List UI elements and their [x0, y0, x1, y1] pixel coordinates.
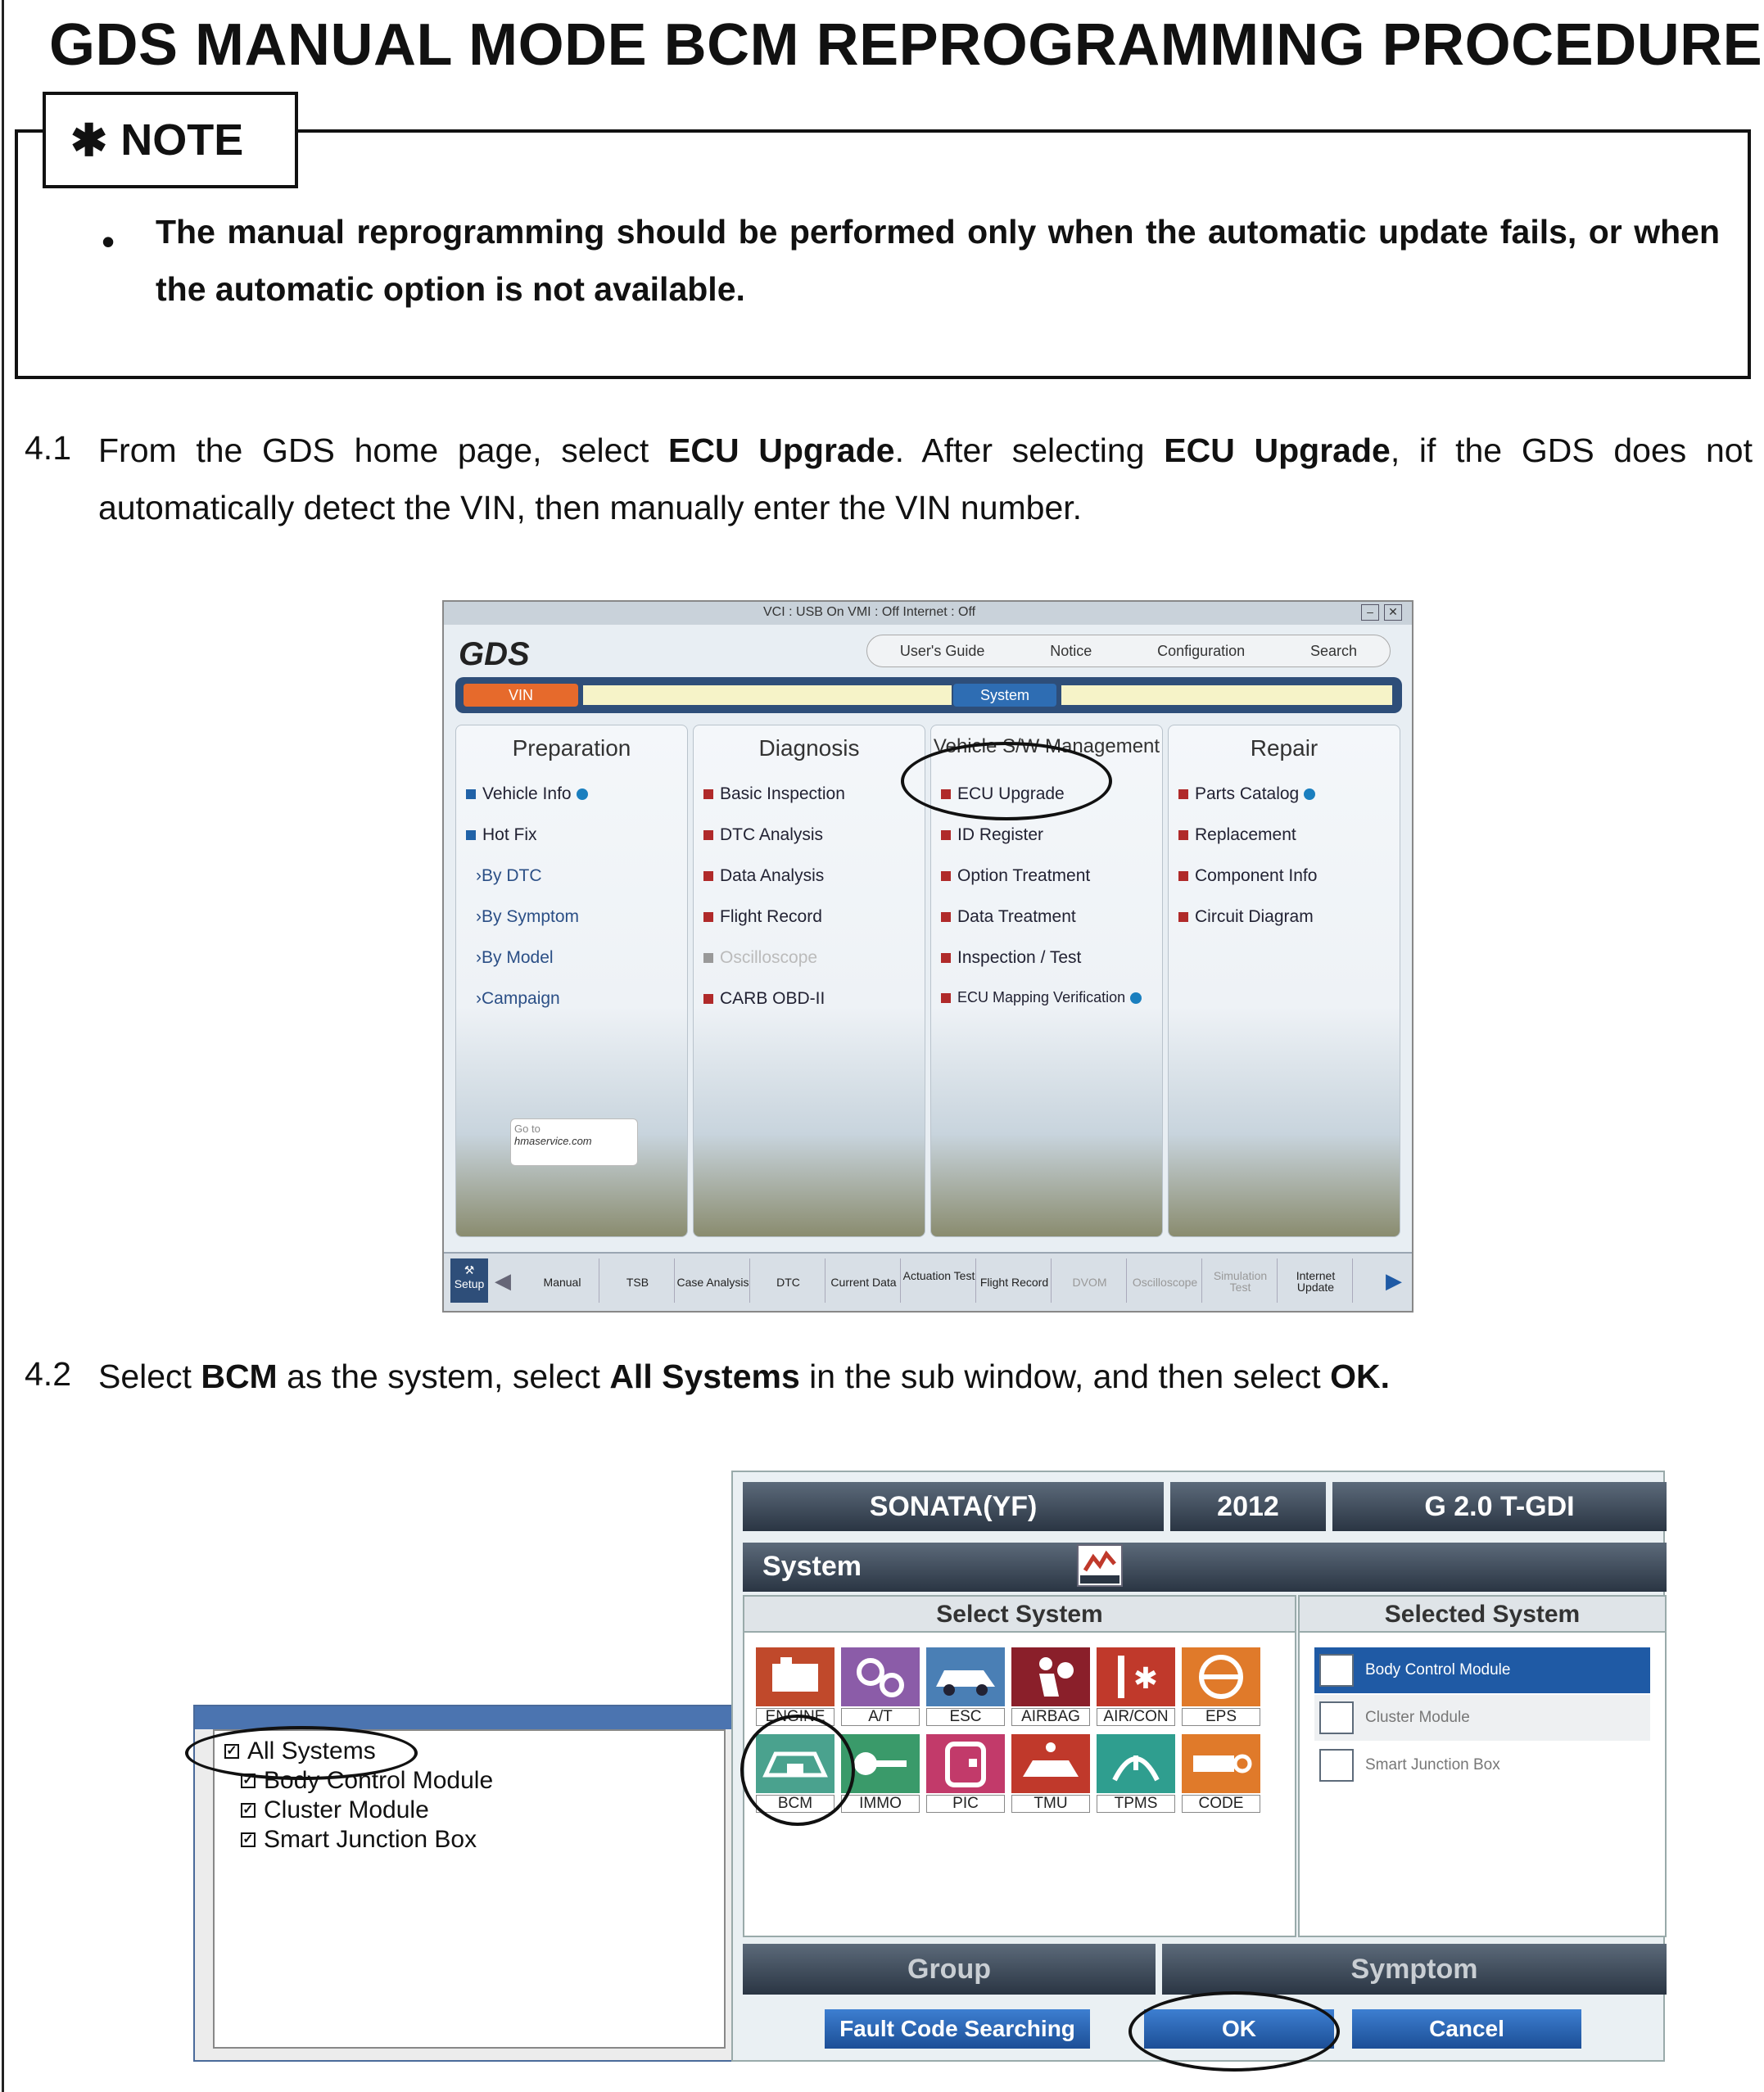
airbag-icon [1011, 1647, 1090, 1706]
menu-item-parts-catalog[interactable]: Parts Catalog [1178, 784, 1315, 804]
menu-users-guide[interactable]: User's Guide [899, 642, 985, 659]
menu-item-flight-record[interactable]: Flight Record [703, 907, 822, 927]
menu-item-by-model[interactable]: ›By Model [476, 948, 554, 967]
tile-bcm[interactable]: BCM [756, 1734, 835, 1813]
checkbox-cluster-module[interactable]: ✓ Cluster Module [241, 1796, 429, 1824]
checkbox-smart-junction-box[interactable]: ✓ Smart Junction Box [241, 1826, 477, 1854]
selected-system-heading: Selected System [1300, 1597, 1665, 1633]
column-diagnosis [693, 725, 925, 1237]
menu-item-dtc-analysis[interactable]: DTC Analysis [703, 825, 823, 845]
gds-status-text: VCI : USB On VMI : Off Internet : Off [763, 605, 976, 619]
checkbox-icon: ✓ [241, 1803, 256, 1818]
system-bar [743, 1543, 1667, 1592]
selected-item-cluster-module[interactable]: Cluster Module [1314, 1695, 1650, 1741]
tire-pressure-icon [1097, 1734, 1175, 1793]
info-icon [577, 788, 588, 800]
tile-pic[interactable]: PIC [926, 1734, 1005, 1813]
highlight-ellipse [740, 1715, 855, 1826]
bcm-icon [1319, 1749, 1354, 1782]
menu-item-inspection-test[interactable]: Inspection / Test [941, 948, 1081, 968]
column-repair [1168, 725, 1400, 1237]
menu-item-circuit-diagram[interactable]: Circuit Diagram [1178, 907, 1314, 927]
toolbar-current-data[interactable]: Current Data [827, 1258, 901, 1303]
menu-item-by-dtc[interactable]: ›By DTC [476, 866, 542, 885]
menu-item-oscilloscope: Oscilloscope [703, 948, 817, 968]
vin-button[interactable]: VIN [464, 684, 578, 707]
info-icon [1130, 992, 1142, 1004]
highlight-ellipse [901, 742, 1112, 820]
toolbar-manual[interactable]: Manual [526, 1258, 599, 1303]
menu-item-campaign[interactable]: ›Campaign [476, 989, 560, 1008]
vehicle-year: 2012 [1170, 1482, 1326, 1531]
menu-item-component-info[interactable]: Component Info [1178, 866, 1317, 886]
door-icon [926, 1734, 1005, 1793]
select-system-heading: Select System [744, 1597, 1295, 1633]
engine-icon [756, 1647, 835, 1706]
selected-item-body-control-module[interactable]: Body Control Module [1314, 1647, 1650, 1693]
menu-item-carb-obd[interactable]: CARB OBD-II [703, 989, 825, 1009]
note-label: NOTE [120, 115, 244, 165]
menu-item-data-analysis[interactable]: Data Analysis [703, 866, 824, 886]
step-number: 4.2 [25, 1355, 71, 1393]
vehicle-model: SONATA(YF) [743, 1482, 1164, 1531]
selected-system-panel [1298, 1595, 1667, 1937]
menu-item-data-treatment[interactable]: Data Treatment [941, 907, 1076, 927]
setup-button[interactable]: ⚒ Setup [450, 1258, 488, 1303]
highlight-ellipse [185, 1726, 418, 1780]
menu-item-ecu-mapping[interactable]: ECU Mapping Verification [941, 989, 1142, 1006]
ok-button[interactable]: OK [1144, 2009, 1334, 2049]
column-heading: Preparation [512, 735, 631, 761]
menu-search[interactable]: Search [1309, 642, 1358, 659]
system-label: System [762, 1551, 862, 1582]
step-number: 4.1 [25, 429, 71, 467]
menu-item-ecu-upgrade[interactable]: ECU Upgrade [941, 784, 1065, 804]
steering-wheel-icon [1182, 1647, 1260, 1706]
fault-code-searching-button[interactable]: Fault Code Searching [825, 2009, 1090, 2049]
checkbox-icon: ✓ [241, 1773, 256, 1788]
toolbar-dvom[interactable]: DVOM [1053, 1258, 1127, 1303]
vin-bar [455, 677, 1402, 713]
tile-airbag[interactable]: AIRBAG [1011, 1647, 1090, 1726]
close-icon[interactable]: ✕ [1384, 604, 1402, 621]
menu-item-replacement[interactable]: Replacement [1178, 825, 1296, 845]
toolbar-internet-update[interactable]: Internet Update [1279, 1258, 1353, 1303]
menu-item-by-symptom[interactable]: ›By Symptom [476, 907, 580, 926]
menu-notice[interactable]: Notice [1050, 642, 1092, 659]
info-icon [1304, 788, 1315, 800]
toolbar-dtc[interactable]: DTC [752, 1258, 825, 1303]
tile-engine[interactable]: ENGINE [756, 1647, 835, 1726]
gds-status-bar [444, 602, 1412, 625]
toolbar-simulation-test[interactable]: Simulation Test [1204, 1258, 1278, 1303]
vin-field[interactable] [583, 685, 952, 705]
column-heading: Repair [1250, 735, 1318, 761]
step-text: Select BCM as the system, select All Systems in the sub window, and then select OK. [98, 1358, 1390, 1395]
menu-item-vehicle-info[interactable]: Vehicle Info [466, 784, 588, 804]
checkbox-all-systems[interactable]: ✓ All Systems [224, 1737, 376, 1765]
menu-item-hot-fix[interactable]: Hot Fix [466, 825, 537, 845]
bullet-icon: • [102, 220, 115, 263]
note-text: The manual reprogramming should be performed only when the automatic update fails, or when the automatic option is not available. [156, 213, 1720, 308]
tile-immo[interactable]: IMMO [841, 1734, 920, 1813]
gear-icon [841, 1647, 920, 1706]
minimize-icon[interactable]: – [1361, 604, 1379, 621]
highlight-ellipse [1129, 1991, 1340, 2072]
bcm-icon [1077, 1544, 1123, 1587]
hmaservice-link[interactable]: Go to hmaservice.com [510, 1118, 638, 1166]
menu-item-option-treatment[interactable]: Option Treatment [941, 866, 1090, 886]
system-button[interactable]: System [953, 684, 1056, 707]
gds-logo: GDS [459, 636, 530, 672]
toolbar-flight-record[interactable]: Flight Record [978, 1258, 1052, 1303]
gds-top-menu [866, 635, 1391, 667]
page-border [2, 0, 4, 2092]
system-field[interactable] [1061, 685, 1392, 705]
next-arrow-icon[interactable]: ▶ [1386, 1268, 1402, 1293]
selected-item-smart-junction-box[interactable]: Smart Junction Box [1314, 1742, 1650, 1788]
star-icon: ✱ [70, 115, 108, 165]
checkbox-icon: ✓ [241, 1832, 256, 1847]
bcm-icon [1319, 1701, 1354, 1734]
system-select-screenshot [731, 1471, 1665, 2062]
gds-toolbar [444, 1252, 1412, 1313]
tile-code[interactable]: CODE [1182, 1734, 1260, 1813]
column-heading: Vehicle S/W Management [933, 735, 1160, 757]
toolbar-case-analysis[interactable]: Case Analysis [676, 1258, 750, 1303]
cancel-button[interactable]: Cancel [1352, 2009, 1581, 2049]
snowflake-icon [1097, 1647, 1175, 1706]
tile-at[interactable]: A/T [841, 1647, 920, 1726]
symptom-button[interactable]: Symptom [1162, 1944, 1667, 1995]
checkbox-body-control-module[interactable]: ✓ Body Control Module [241, 1767, 493, 1795]
column-preparation [455, 725, 688, 1237]
page-title: GDS MANUAL MODE BCM REPROGRAMMING PROCEDURE [49, 12, 1763, 78]
step-text: From the GDS home page, select ECU Upgrade. After selecting ECU Upgrade, if the GDS does not automatically detect the VIN, then manually enter the VIN number. [98, 432, 1753, 526]
checkbox-icon: ✓ [224, 1744, 239, 1759]
car-icon [926, 1647, 1005, 1706]
note-tab [43, 92, 298, 188]
vehicle-engine: G 2.0 T-GDI [1332, 1482, 1667, 1531]
tile-aircon[interactable]: ✱ AIR/CON [1097, 1647, 1175, 1726]
toolbar-tsb[interactable]: TSB [601, 1258, 675, 1303]
tile-esc[interactable]: ESC [926, 1647, 1005, 1726]
tile-tmu[interactable]: TMU [1011, 1734, 1090, 1813]
tile-tpms[interactable]: TPMS [1097, 1734, 1175, 1813]
group-button[interactable]: Group [743, 1944, 1156, 1995]
column-heading: Diagnosis [758, 735, 860, 761]
menu-item-basic-inspection[interactable]: Basic Inspection [703, 784, 845, 804]
bcm-icon [1319, 1654, 1354, 1687]
toolbar-actuation-test[interactable]: Actuation Test [902, 1258, 976, 1303]
tile-eps[interactable]: EPS [1182, 1647, 1260, 1726]
svg-text:✱: ✱ [1133, 1661, 1159, 1695]
toolbar-oscilloscope[interactable]: Oscilloscope [1129, 1258, 1202, 1303]
menu-configuration[interactable]: Configuration [1157, 642, 1246, 659]
menu-item-id-register[interactable]: ID Register [941, 825, 1043, 845]
telematics-icon [1011, 1734, 1090, 1793]
gds-home-screenshot [442, 600, 1413, 1313]
prev-arrow-icon[interactable]: ◀ [495, 1268, 511, 1293]
code-icon [1182, 1734, 1260, 1793]
